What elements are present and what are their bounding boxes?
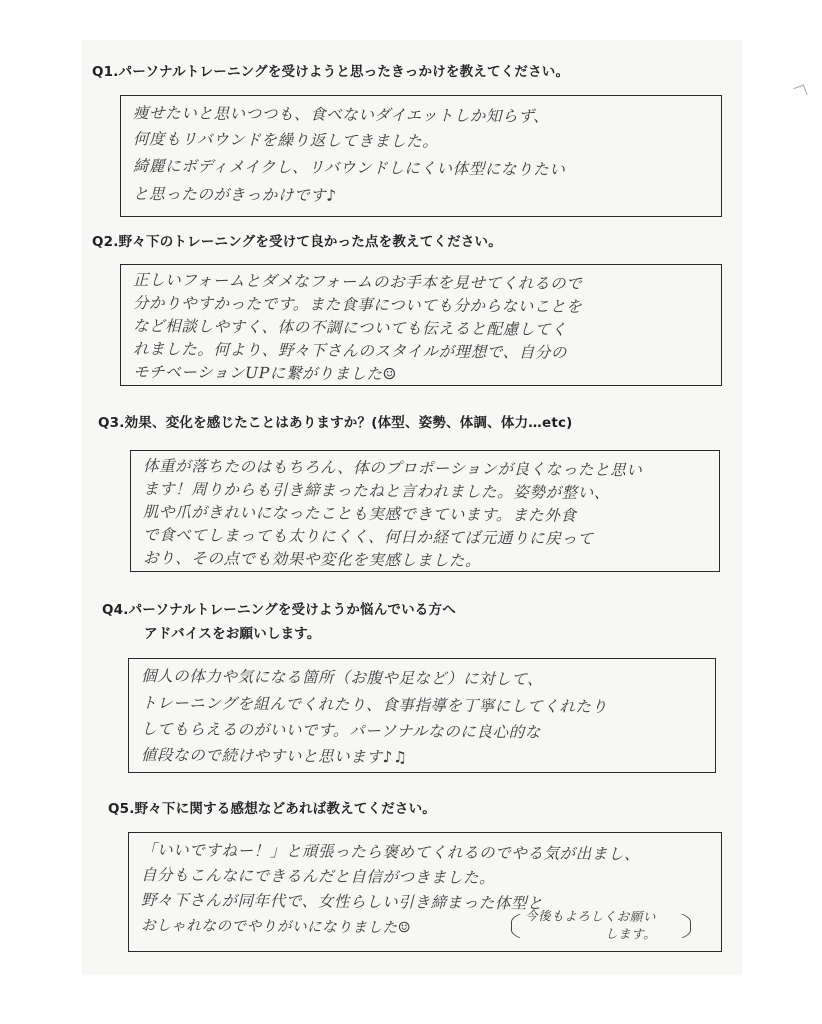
- answer-2-line: 正しいフォームとダメなフォームのお手本を見せてくれるので: [132, 271, 583, 293]
- answer-2-line: 分かりやすかったです。また食事についても分からないことを: [132, 294, 583, 316]
- question-2-label: Q2.野々下のトレーニングを受けて良かった点を教えてください。: [92, 234, 502, 250]
- answer-2-line: れました。何より、野々下さんのスタイルが理想で、自分の: [132, 340, 568, 362]
- answer-3-box: [130, 450, 720, 572]
- answer-5-line: おしゃれなのでやりがいになりました☺: [140, 918, 412, 937]
- question-5-label: Q5.野々下に関する感想などあれば教えてください。: [108, 801, 436, 817]
- answer-1-line: 綺麗にボディメイクし、リバウンドしにくい体型になりたい: [132, 157, 566, 179]
- answer-1-box: [120, 95, 722, 217]
- question-3-label: Q3.効果、変化を感じたことはありますか？(体型、姿勢、体調、体力…etc): [98, 415, 573, 431]
- answer-4-line: 個人の体力や気になる箇所（お腹や足など）に対して、: [140, 667, 544, 689]
- answer-5-box: [128, 832, 722, 952]
- answer-5-line: 「いいですねー！」と頑張ったら褒めてくれるのでやる気が出まし、: [140, 841, 641, 864]
- answer-2-line: モチベーションUPに繋がりました☺: [132, 363, 398, 384]
- answer-4-box: [128, 658, 716, 773]
- answer-5-line: 野々下さんが同年代で、女性らしい引き締まった体型と: [140, 891, 544, 913]
- survey-sheet: [82, 40, 742, 975]
- answer-3-line: ます！周りからも引き締まったねと言われました。姿勢が整い、: [142, 480, 610, 503]
- answer-3-line: 体重が落ちたのはもちろん、体のプロポーションが良くなったと思い: [142, 457, 643, 480]
- handwritten-note-line: 今後もよろしくお願い: [524, 908, 657, 925]
- answer-2-line: など相談しやすく、体の不調についても伝えると配慮してく: [132, 317, 568, 339]
- answer-4-line: 値段なので続けやすいと思います♪♫: [140, 746, 408, 767]
- answer-1-line: 痩せたいと思いつつも、食べないダイエットしか知らず、: [132, 104, 550, 126]
- fold-mark: [793, 84, 807, 98]
- handwritten-note-line: します。: [604, 926, 657, 942]
- question-4-label-line2: アドバイスをお願いします。: [144, 626, 321, 642]
- question-4-label: Q4.パーソナルトレーニングを受けようか悩んでいる方へ: [102, 602, 456, 618]
- answer-4-line: してもらえるのがいいです。パーソナルなのに良心的な: [140, 720, 541, 742]
- answer-4-line: トレーニングを組んでくれたり、食事指導を丁寧にしてくれたり: [140, 694, 608, 717]
- answer-3-line: 肌や爪がきれいになったことも実感できています。また外食: [142, 503, 577, 525]
- answer-2-box: [120, 264, 722, 386]
- answer-3-line: で食べてしまっても太りにくく、何日か経てば元通りに戻って: [142, 526, 594, 548]
- answer-5-line: 自分もこんなにできるんだと自信がつきました。: [140, 866, 496, 888]
- answer-1-line: 何度もリバウンドを繰り返してきました。: [132, 130, 439, 151]
- answer-3-line: おり、その点でも効果や変化を実感しました。: [142, 549, 482, 570]
- answer-1-line: と思ったのがきっかけです♪: [132, 185, 337, 205]
- question-1-label: Q1.パーソナルトレーニングを受けようと思ったきっかけを教えてください。: [92, 64, 570, 80]
